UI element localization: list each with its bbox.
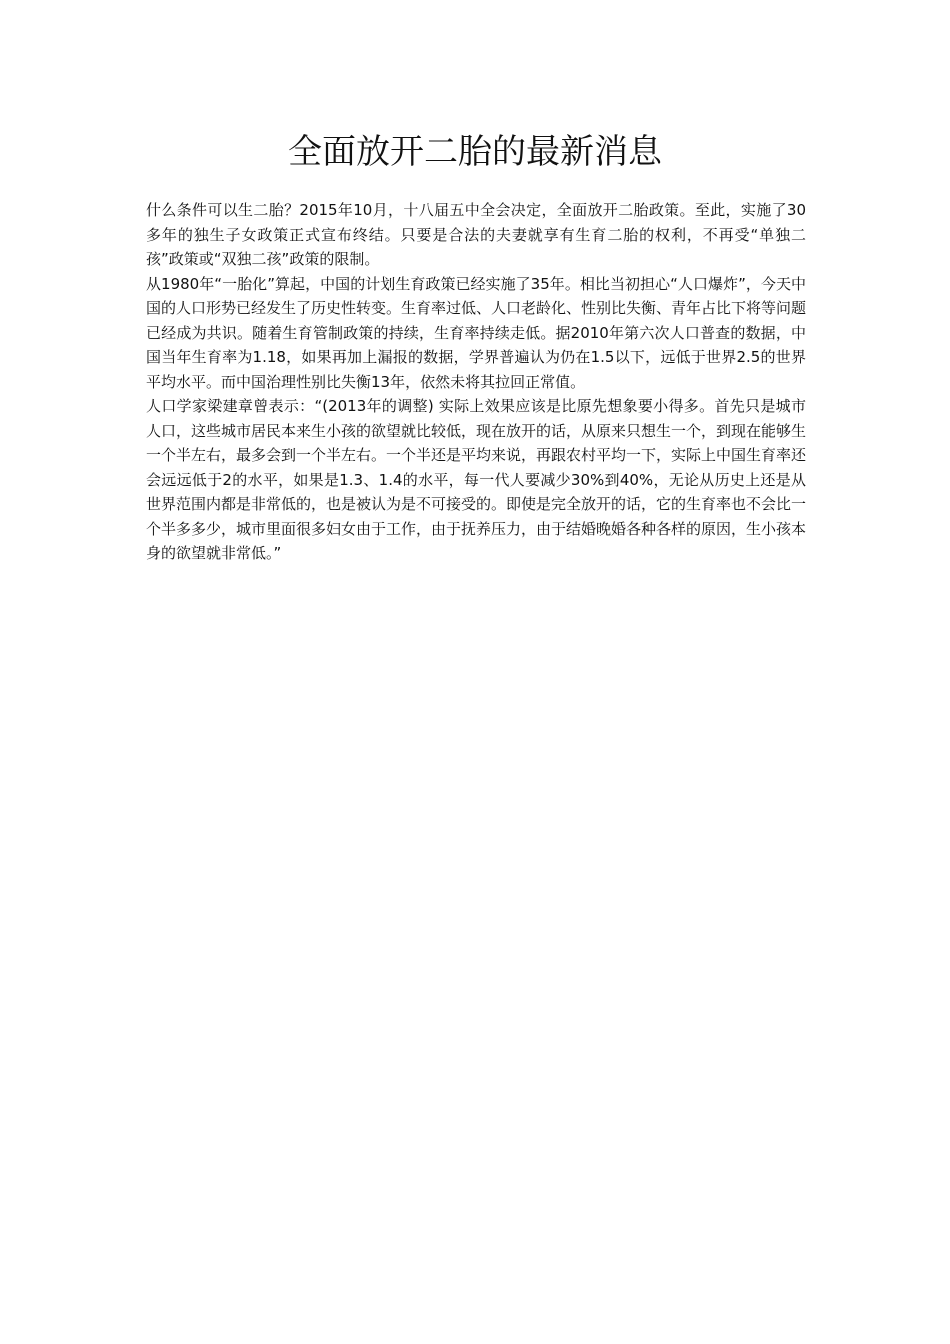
paragraph-3: 人口学家梁建章曾表示：“(2013年的调整) 实际上效果应该是比原先想象要小得多。首先只是城市人口，这些城市居民本来生小孩的欲望就比较低，现在放开的话，从原来只想生一个，到现在能够生一个半左右，最多会到一个半左右。一个半还是平均来说，再跟农村平均一下，实际上中国生育率还会远远低于2的水平，如果是1.3、1.4的水平，每一代人要减少30%到40%，无论从历史上还是从世界范围内都是非常低的，也是被认为是不可接受的。即使是完全放开的话，它的生育率也不会比一个半多多少，城市里面很多妇女由于工作，由于抚养压力，由于结婚晚婚各种各样的原因，生小孩本身的欲望就非常低。”: [146, 397, 807, 562]
paragraph-1: 什么条件可以生二胎？2015年10月，十八届五中全会决定，全面放开二胎政策。至此，实施了30多年的独生子女政策正式宣布终结。只要是合法的夫妻就享有生育二胎的权利，不再受“单独二孩”政策或“双独二孩”政策的限制。: [146, 201, 806, 268]
document-body: [146, 198, 806, 566]
document-title: 全面放开二胎的最新消息: [288, 132, 662, 172]
paragraph-2: 从1980年“一胎化”算起，中国的计划生育政策已经实施了35年。相比当初担心“人口爆炸”，今天中国的人口形势已经发生了历史性转变。生育率过低、人口老龄化、性别比失衡、青年占比下将等问题已经成为共识。随着生育管制政策的持续，生育率持续走低。据2010年第六次人口普查的数据，中国当年生育率为1.18，如果再加上漏报的数据，学界普遍认为仍在1.5以下，远低于世界2.5的世界平均水平。而中国治理性别比失衡13年，依然未将其拉回正常值。: [146, 274, 807, 391]
